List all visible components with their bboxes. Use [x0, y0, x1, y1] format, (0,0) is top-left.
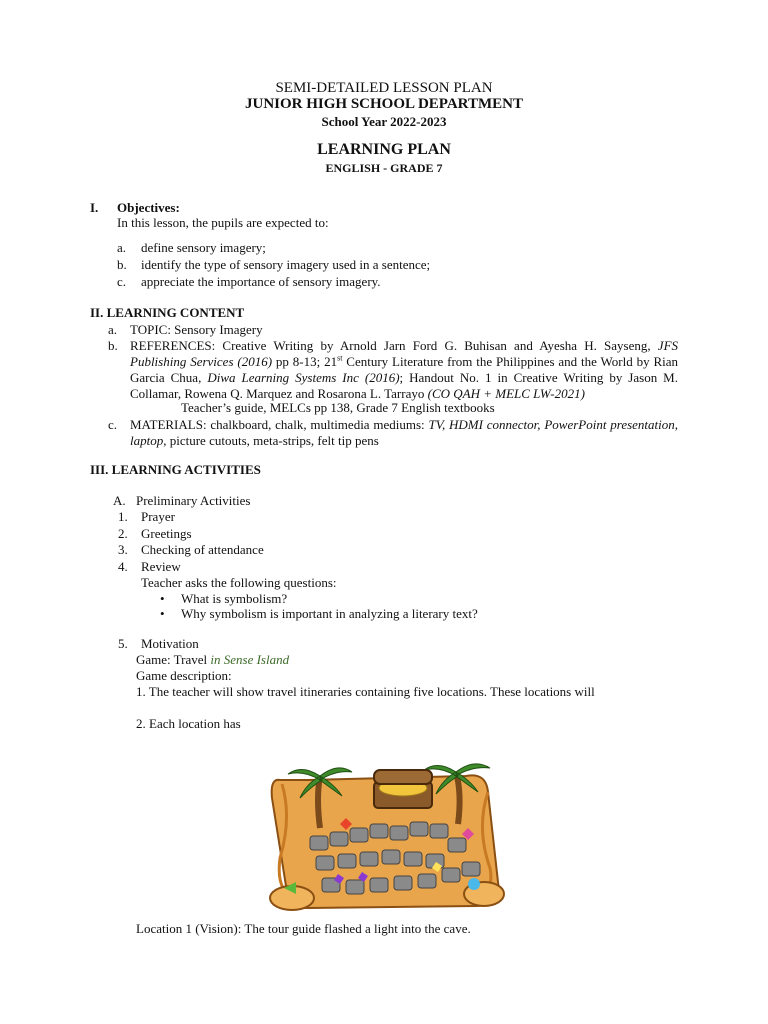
topic: TOPIC: Sensory Imagery — [130, 322, 263, 337]
motivation-num: 5. — [118, 636, 128, 651]
objective-item: identify the type of sensory imagery used in a sentence; — [141, 257, 431, 272]
materials: MATERIALS: chalkboard, chalk, multimedia mediums: TV, HDMI connector, PowerPoint presentation, laptop, picture cutouts, meta-strips, felt tip pens — [130, 417, 679, 448]
references-extra: Teacher’s guide, MELCs pp 138, Grade 7 English textbooks — [181, 400, 495, 415]
objective-letter: c. — [117, 274, 127, 289]
game-description-label: Game description: — [136, 668, 232, 683]
treasure-chest-icon — [374, 770, 432, 808]
activity-item: Review — [141, 559, 181, 574]
objectives-intro: In this lesson, the pupils are expected to: — [117, 215, 329, 230]
review-question: • What is symbolism? — [181, 591, 287, 607]
department: JUNIOR HIGH SCHOOL DEPARTMENT — [245, 96, 523, 112]
plan-subtitle: ENGLISH - GRADE 7 — [325, 161, 443, 175]
objective-item: define sensory imagery; — [141, 240, 266, 255]
objectives-num: I. — [90, 200, 99, 215]
location-1: Location 1 (Vision): The tour guide flashed a light into the cave. — [136, 921, 471, 936]
doc-type: SEMI-DETAILED LESSON PLAN — [275, 80, 493, 96]
references: REFERENCES: Creative Writing by Arnold Jarn Ford G. Buhisan and Ayesha H. Sayseng, JFS Publishing Services (2016) pp 8-13; 21st Century Literature from the Philippines and the World by Rian Garcia Chua, Diwa Learning Systems Inc (2016); Handout No. 1 in Creative Writing by Jason M. Collamar, Rowena Q. Marquez and Rosarona L. Tarrayo (CO QAH + MELC LW-2021) — [130, 338, 679, 401]
review-question: • Why symbolism is important in analyzing a literary text? — [181, 606, 478, 622]
game-desc-2: 2. Each location has — [136, 716, 241, 731]
activity-num: 1. — [118, 509, 128, 524]
objective-item: appreciate the importance of sensory imagery. — [141, 274, 381, 289]
objectives-heading: Objectives: — [117, 200, 180, 215]
review-intro: Teacher asks the following questions: — [141, 575, 337, 590]
activity-item: Prayer — [141, 509, 175, 524]
objective-letter: a. — [117, 240, 127, 255]
prelim-letter: A. — [113, 493, 126, 508]
materials-letter: c. — [108, 417, 118, 432]
activity-num: 2. — [118, 526, 128, 541]
activity-num: 3. — [118, 542, 128, 557]
content-heading: II. LEARNING CONTENT — [90, 305, 245, 320]
motivation-heading: Motivation — [141, 636, 199, 651]
game-title: Game: Travel in Sense Island — [136, 652, 290, 667]
activity-item: Greetings — [141, 526, 192, 541]
school-year: School Year 2022-2023 — [321, 114, 447, 129]
activity-num: 4. — [118, 559, 128, 574]
activity-item: Checking of attendance — [141, 542, 264, 557]
references-letter: b. — [108, 338, 118, 353]
activities-heading: III. LEARNING ACTIVITIES — [90, 462, 261, 477]
plan-title: LEARNING PLAN — [317, 141, 451, 158]
topic-letter: a. — [108, 322, 118, 337]
game-desc-1: 1. The teacher will show travel itineraries containing five locations. These locations will — [136, 684, 595, 699]
treasure-map-illustration — [262, 758, 510, 914]
prelim-heading: Preliminary Activities — [136, 493, 251, 508]
objective-letter: b. — [117, 257, 127, 272]
